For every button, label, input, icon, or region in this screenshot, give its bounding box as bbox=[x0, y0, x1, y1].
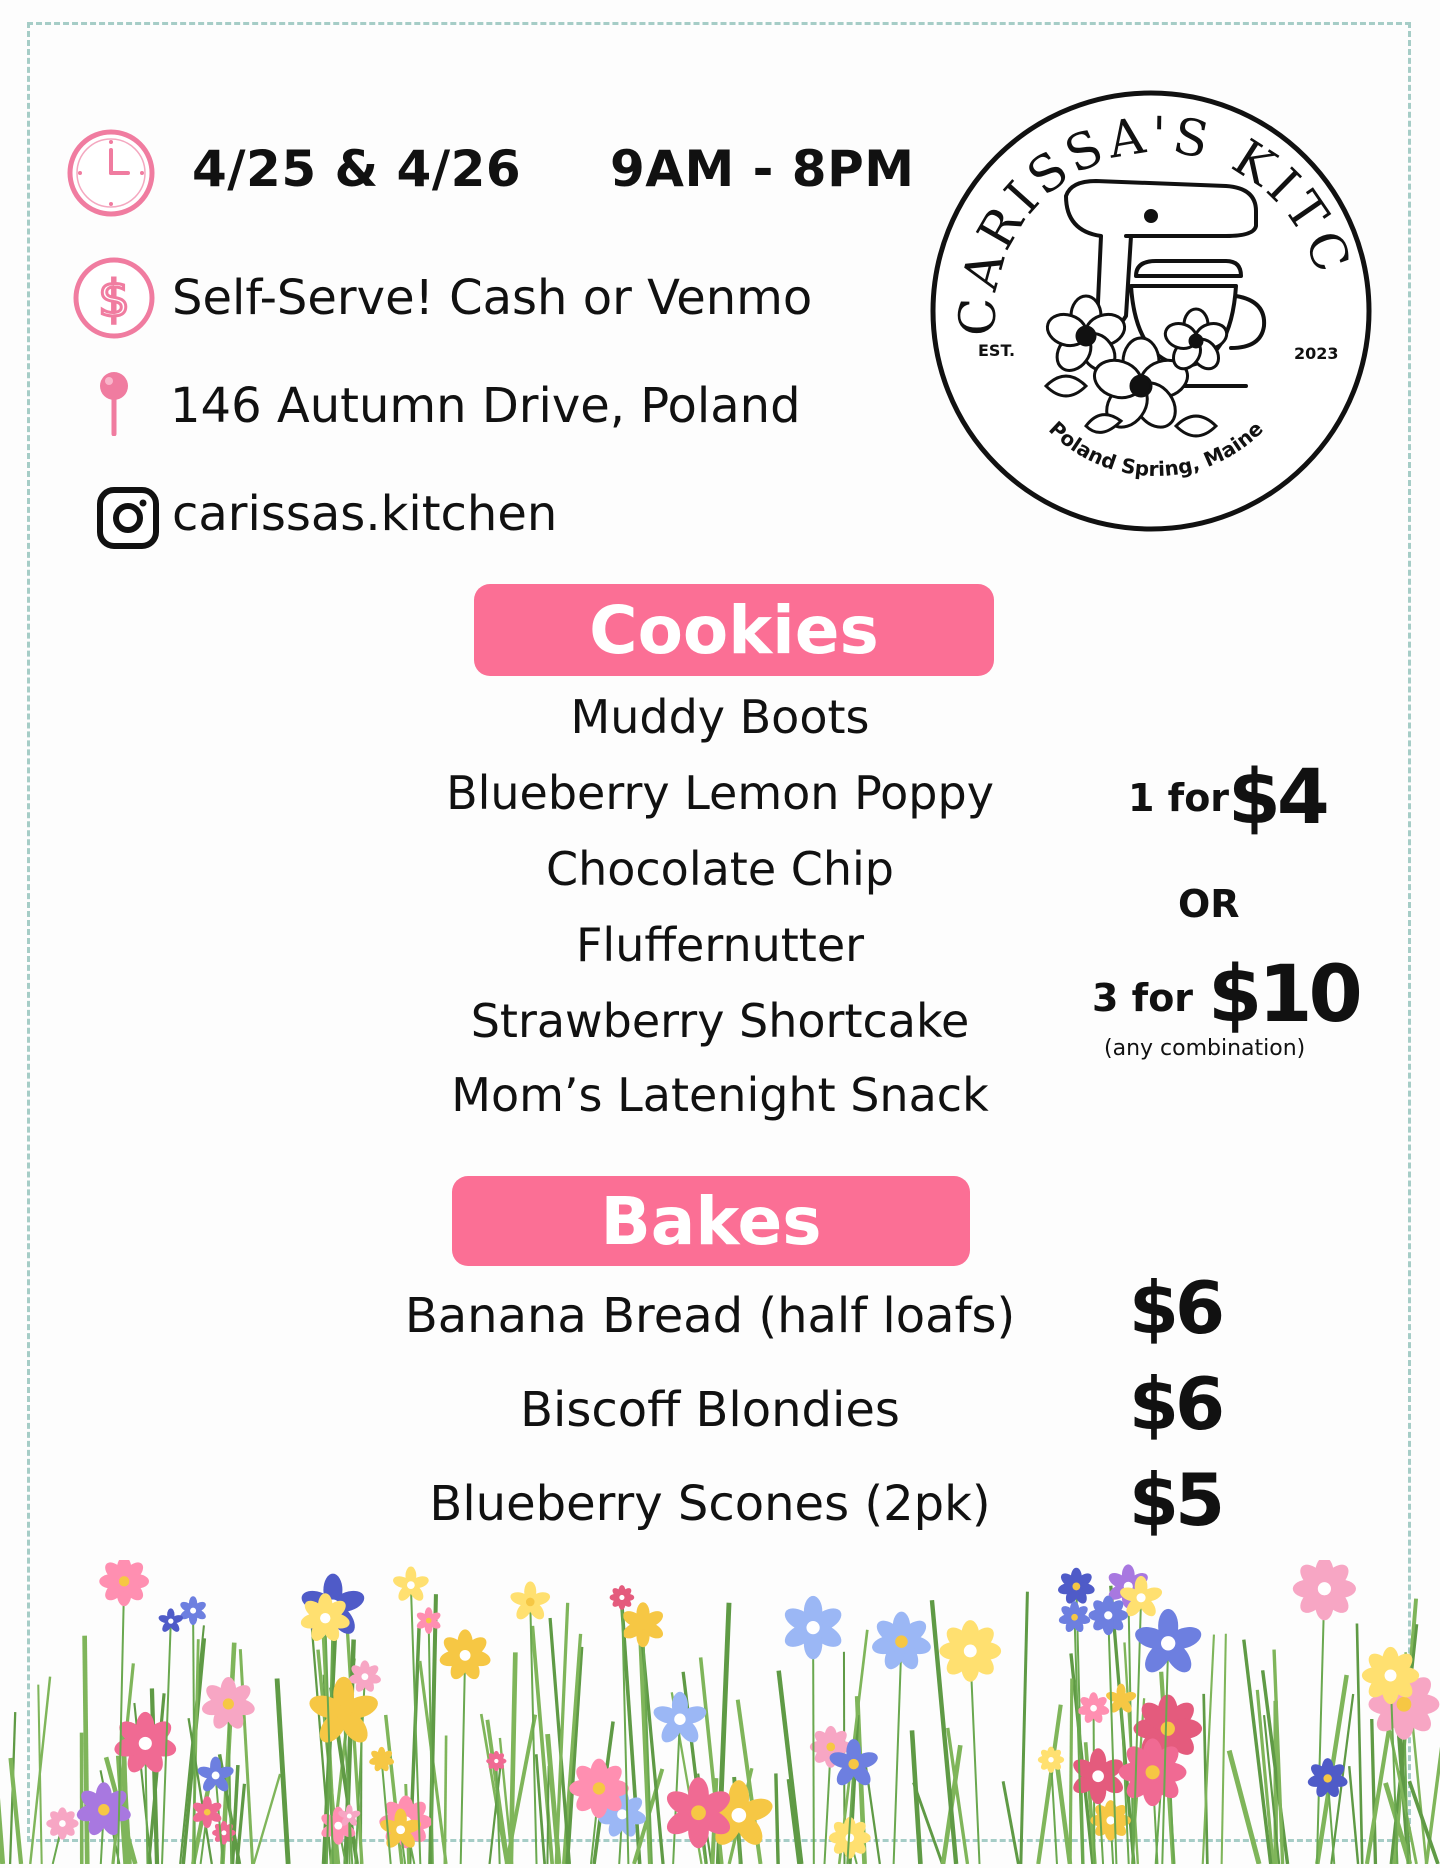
bake-price-1: $6 bbox=[1120, 1266, 1230, 1350]
bakes-heading: Bakes bbox=[452, 1176, 970, 1266]
cookie-item-1: Muddy Boots bbox=[370, 690, 1070, 744]
hours-text: 9AM - 8PM bbox=[610, 140, 915, 198]
instagram-handle[interactable]: carissas.kitchen bbox=[172, 486, 557, 542]
dates-text: 4/25 & 4/26 bbox=[192, 140, 521, 198]
logo-name: CARISSA'S KITC bbox=[926, 86, 1363, 336]
cookie-item-4: Fluffernutter bbox=[370, 918, 1070, 972]
address-text: 146 Autumn Drive, Poland bbox=[170, 378, 801, 434]
clock-icon bbox=[66, 128, 156, 222]
deal2-label: 3 for bbox=[1092, 976, 1193, 1020]
cookie-item-5: Strawberry Shortcake bbox=[370, 994, 1070, 1048]
cookie-item-3: Chocolate Chip bbox=[370, 842, 1070, 896]
cookies-heading: Cookies bbox=[474, 584, 994, 676]
carissas-kitchen-logo bbox=[926, 86, 1376, 540]
bake-price-3: $5 bbox=[1120, 1458, 1230, 1542]
svg-text:$: $ bbox=[98, 270, 130, 328]
cookie-item-2: Blueberry Lemon Poppy bbox=[370, 766, 1070, 820]
payment-text: Self-Serve! Cash or Venmo bbox=[172, 270, 812, 326]
dollar-icon bbox=[72, 256, 156, 344]
or-label: OR bbox=[1178, 882, 1240, 926]
cookie-item-6: Mom’s Latenight Snack bbox=[370, 1068, 1070, 1122]
bake-item-3: Blueberry Scones (2pk) bbox=[340, 1476, 1080, 1532]
map-pin-icon bbox=[96, 370, 132, 440]
bake-item-1: Banana Bread (half loafs) bbox=[340, 1288, 1080, 1344]
instagram-icon[interactable] bbox=[96, 486, 160, 554]
logo-est-year: 2023 bbox=[1294, 344, 1339, 363]
logo-location: Poland Spring, Maine bbox=[1044, 416, 1267, 481]
deal1-price: $4 bbox=[1228, 752, 1326, 841]
logo-est-label: EST. bbox=[978, 341, 1015, 360]
wildflower-illustration bbox=[0, 1560, 1440, 1868]
date-row bbox=[66, 128, 156, 222]
bake-price-2: $6 bbox=[1120, 1362, 1230, 1446]
deal1-label: 1 for bbox=[1128, 776, 1229, 820]
deal2-price: $10 bbox=[1208, 950, 1359, 1040]
deal-note: (any combination) bbox=[1104, 1036, 1305, 1061]
bake-item-2: Biscoff Blondies bbox=[340, 1382, 1080, 1438]
